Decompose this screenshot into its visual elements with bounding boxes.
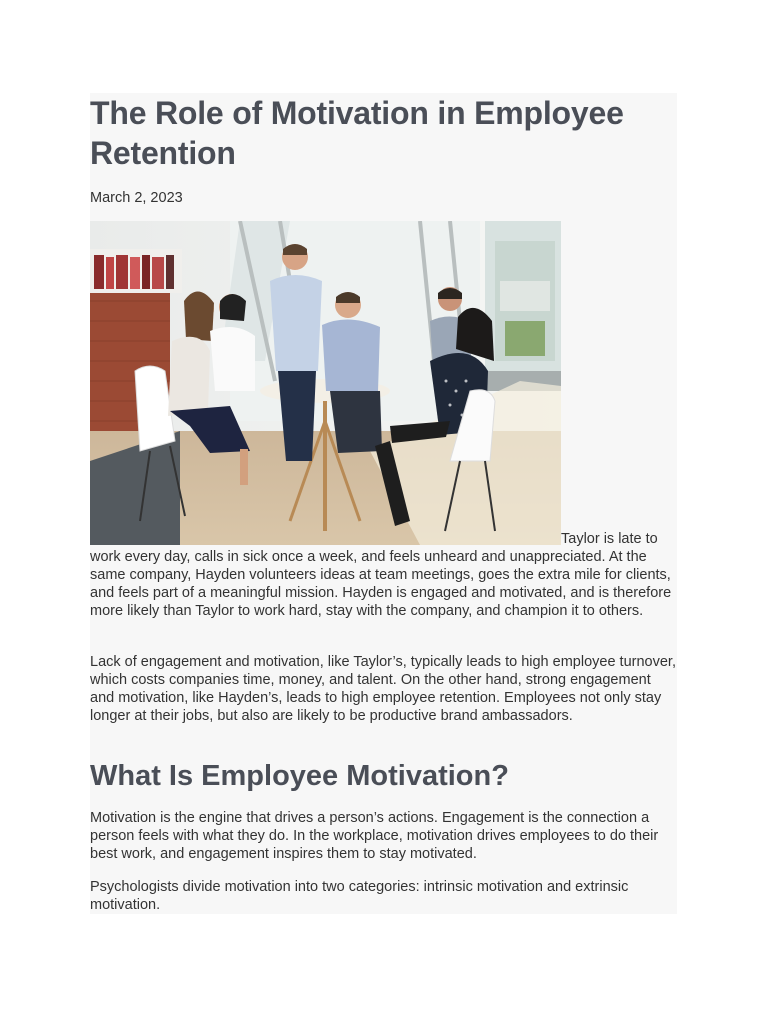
article-photo: [90, 221, 561, 545]
paragraph-1-first-line: Taylor is late to: [561, 531, 658, 547]
article-container: [90, 93, 677, 914]
section-heading: What Is Employee Motivation?: [90, 760, 509, 792]
paragraph-4: Psychologists divide motivation into two categories: intrinsic motivation and extrinsic motivation.: [90, 879, 629, 913]
paragraph-2: Lack of engagement and motivation, like Taylor’s, typically leads to high employee turnover, which costs companies time, money, and talent. On the other hand, strong engagement and motivation, like Hayden’s, leads to high employee retention. Employees not only stay longer at their jobs, but also are likely to be productive brand ambassadors.: [90, 654, 676, 724]
paragraph-1: work every day, calls in sick once a week, and feels unheard and unappreciated. At the same company, Hayden volunteers ideas at team meetings, goes the extra mile for clients, and feels part of a meaningful mission. Hayden is engaged and motivated, and is therefore more likely than Taylor to work hard, stay with the company, and champion it to others.: [90, 549, 672, 619]
article-date: March 2, 2023: [90, 190, 183, 206]
article-title: The Role of Motivation in Employee Retention: [90, 95, 624, 171]
paragraph-3: Motivation is the engine that drives a person’s actions. Engagement is the connection a person feels with what they do. In the workplace, motivation drives employees to do their best work, and engagement inspires them to stay motivated.: [90, 810, 659, 862]
